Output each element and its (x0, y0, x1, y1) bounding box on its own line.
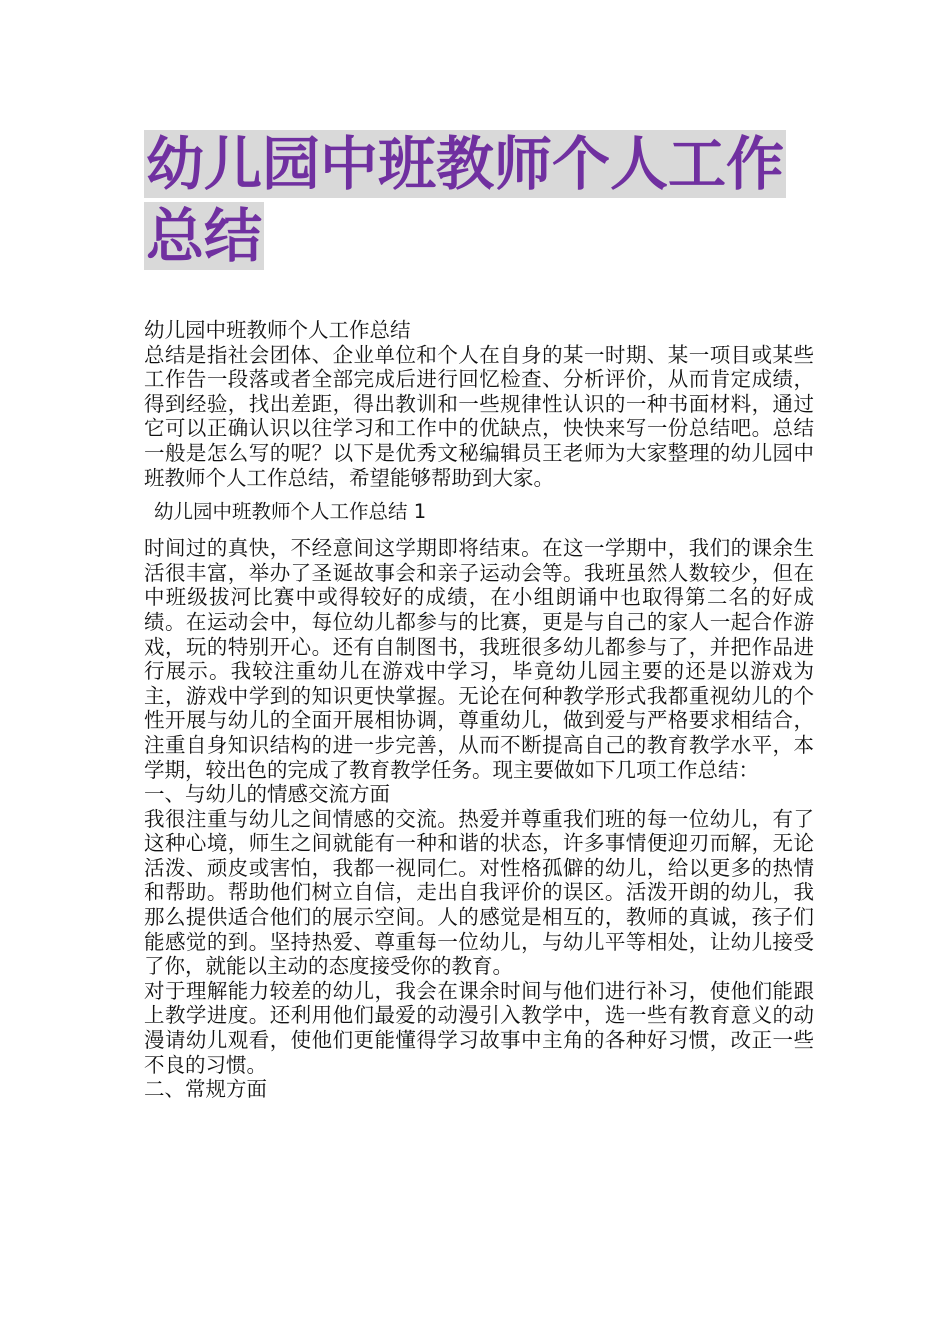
title-line-1: 幼儿园中班教师个人工作 (146, 130, 785, 198)
subheading-2: 二、常规方面 (144, 1077, 267, 1102)
body-heading: 幼儿园中班教师个人工作总结 (144, 318, 411, 342)
paragraph-3: 对于理解能力较差的幼儿，我会在课余时间与他们进行补习，使他们能跟上教学进度。还利用他们最爱的动漫引入教学中，选一些有教育意义的动漫请幼儿观看，使他们更能懂得学习故事中主角的各种好习惯，改正一些不良的习惯。 (144, 978, 814, 1077)
intro-paragraph: 总结是指社会团体、企业单位和个人在自身的某一时期、某一项目或某些工作告一段落或者全部完成后进行回忆检查、分析评价，从而肯定成绩，得到经验，找出差距，得出教训和一些规律性认识的一种书面材料，通过它可以正确认识以往学习和工作中的优缺点，快快来写一份总结吧。总结一般是怎么写的呢？以下是优秀文秘编辑员王老师为大家整理的幼儿园中班教师个人工作总结，希望能够帮助到大家。 (144, 342, 814, 490)
subheading-1: 一、与幼儿的情感交流方面 (144, 782, 390, 807)
paragraph-1: 时间过的真快，不经意间这学期即将结束。在这一学期中，我们的课余生活很丰富，举办了圣诞故事会和亲子运动会等。我班虽然人数较少，但在中班级拔河比赛中或得较好的成绩，在小组朗诵中也取得第二名的好成绩。在运动会中，每位幼儿都参与的比赛，更是与自己的家人一起合作游戏，玩的特别开心。还有自制图书，我班很多幼儿都参与了，并把作品进行展示。我较注重幼儿在游戏中学习，毕竟幼儿园主要的还是以游戏为主，游戏中学到的知识更快掌握。无论在何种教学形式我都重视幼儿的个性开展与幼儿的全面开展相协调，尊重幼儿，做到爱与严格要求相结合，注重自身知识结构的进一步完善，从而不断提高自己的教育教学水平，本学期，较出色的完成了教育教学任务。现主要做如下几项工作总结： (144, 536, 814, 782)
title-line-2: 总结 (146, 202, 263, 270)
section-title: 幼儿园中班教师个人工作总结 1 (154, 500, 427, 524)
document-body (144, 318, 814, 1102)
document-title (144, 130, 814, 270)
paragraph-2: 我很注重与幼儿之间情感的交流。热爱并尊重我们班的每一位幼儿，有了这种心境，师生之间就能有一种和谐的状态，许多事情便迎刃而解，无论活泼、顽皮或害怕，我都一视同仁。对性格孤僻的幼儿，给以更多的热情和帮助。帮助他们树立自信，走出自我评价的误区。活泼开朗的幼儿，我那么提供适合他们的展示空间。人的感觉是相互的，教师的真诚，孩子们能感觉的到。坚持热爱、尊重每一位幼儿，与幼儿平等相处，让幼儿接受了你，就能以主动的态度接受你的教育。 (144, 806, 814, 979)
